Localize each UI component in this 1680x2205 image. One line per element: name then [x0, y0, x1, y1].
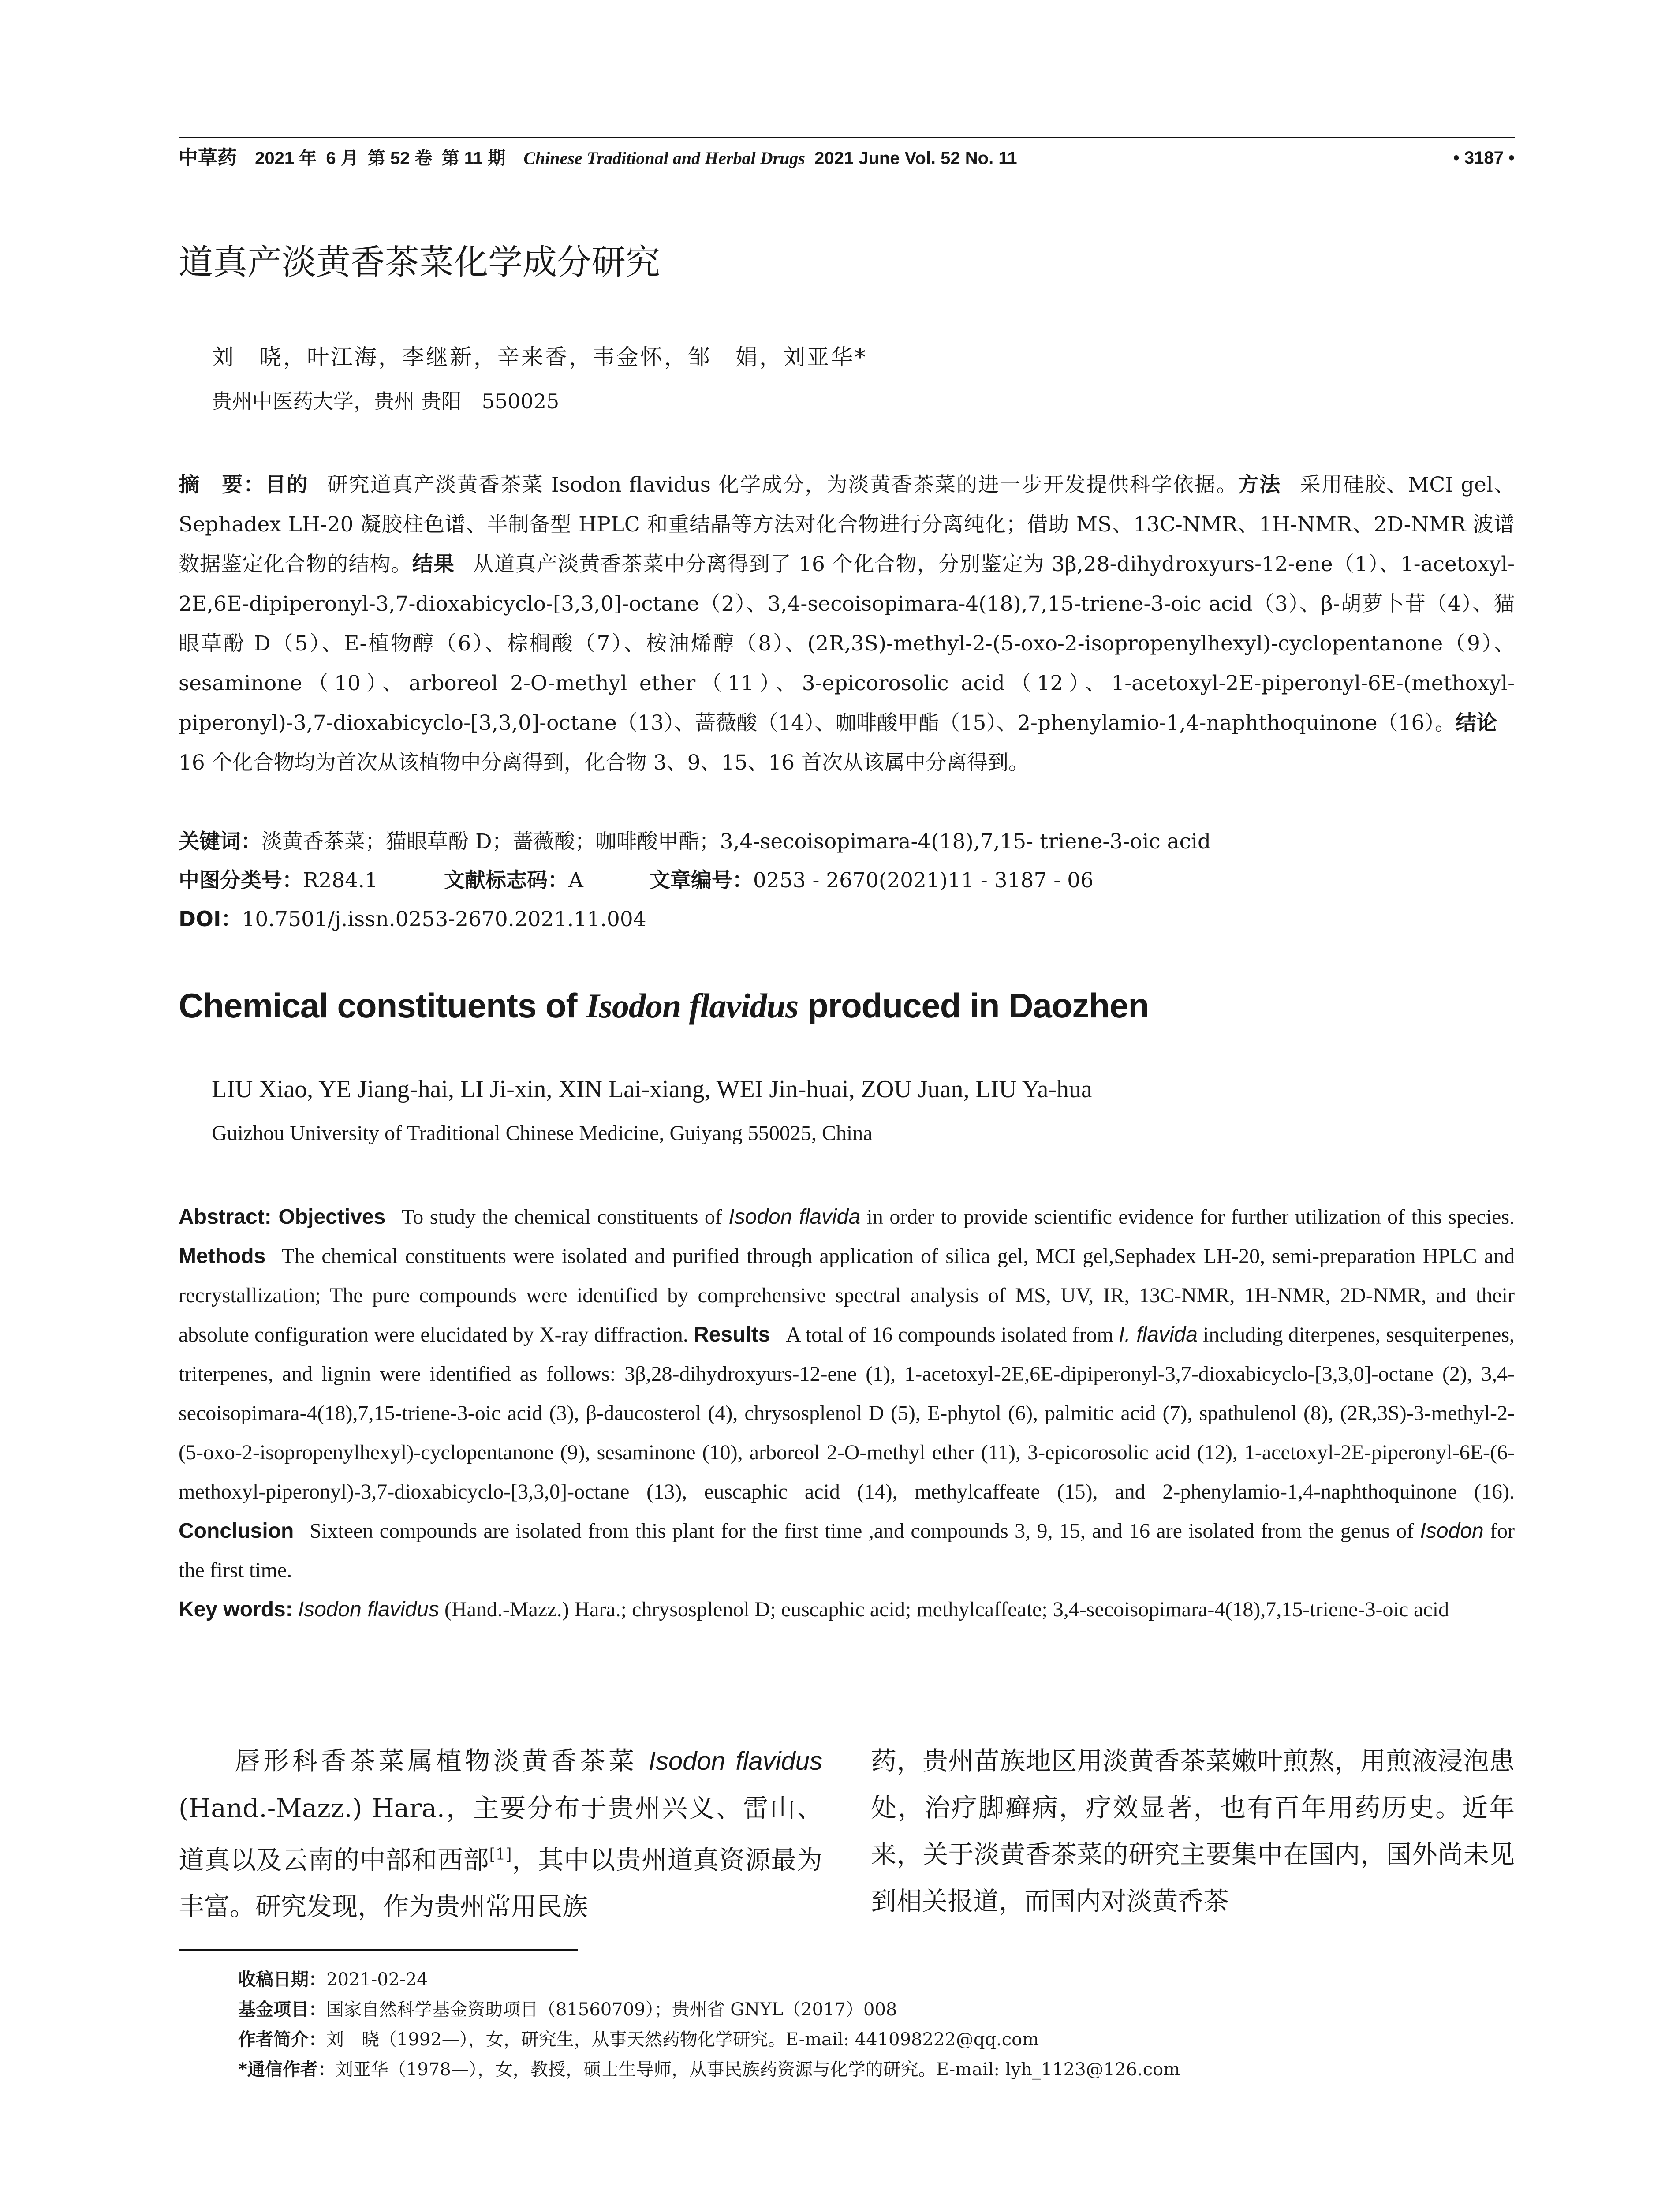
journal-name-en: Chinese Traditional and Herbal Drugs [523, 148, 805, 168]
keywords-en-species: Isodon flavidus [298, 1598, 439, 1621]
received-label: 收稿日期： [238, 1970, 326, 1990]
affiliation-en: Guizhou University of Traditional Chinese Medicine, Guiyang 550025, China [212, 1121, 873, 1145]
conclusion-text-cn: 16 个化合物均为首次从该植物中分离得到，化合物 3、9、15、16 首次从该属中分离得到。 [179, 751, 1030, 775]
issue-volume-cn: 第 52 卷 [367, 149, 433, 168]
doi-value: 10.7501/j.issn.0253-2670.2021.11.004 [242, 907, 646, 931]
clc-label: 中图分类号： [179, 868, 303, 893]
body-left-text-b: (Hand.-Mazz.) Hara.，主要分布于贵州兴义、雷山、道真以及云南的中部和西部 [179, 1793, 822, 1875]
doc-code-value: A [568, 868, 583, 893]
page-number: • 3187 • [1453, 148, 1515, 168]
objectives-text-en-a: To study the chemical constituents of [401, 1205, 729, 1229]
issue-month-cn: 6 月 [326, 149, 358, 168]
results-text-en-a: A total of 16 compounds isolated from [786, 1323, 1119, 1346]
doc-code-label: 文献标志码： [444, 868, 568, 893]
keywords-cn-label: 关键词： [179, 830, 261, 854]
conclusion-text-en-b: for the first time. [179, 1519, 1515, 1582]
methods-text-en: The chemical constituents were isolated and purified through application of silica gel, MCI gel,Sephadex LH-20, semi-preparation HPLC and recrystallization; The pure compounds were identified by comprehensive spectral analysis of MS, UV, IR, 13C-NMR, 1H-NMR, 2D-NMR, and their absolute configuration were elucidated by X-ray diffraction. [179, 1245, 1515, 1346]
reference-marker: [1] [489, 1846, 512, 1864]
footnote-corresponding [238, 2055, 1517, 2085]
author-bio-text: 刘 晓（1992—），女，研究生，从事天然药物化学研究。E-mail: 441098222@qq.com [326, 2029, 1039, 2050]
objectives-text-en-b: in order to provide scientific evidence for further utilization of this species. [860, 1205, 1515, 1229]
issue-year-cn: 2021 年 [255, 149, 317, 168]
corresponding-label: *通信作者： [238, 2059, 336, 2080]
fund-text: 国家自然科学基金资助项目（81560709）；贵州省 GNYL（2017）008 [326, 1999, 897, 2020]
body-left-text-c: ，其中以贵州道真资源最为丰富。研究发现，作为贵州常用民族 [179, 1845, 822, 1922]
issue-en: 2021 June Vol. 52 No. 11 [814, 149, 1017, 168]
title-cn: 道真产淡黄香茶菜化学成分研究 [179, 243, 661, 282]
clc-value: R284.1 [303, 868, 378, 893]
fund-label: 基金项目： [238, 1999, 326, 2020]
doi-label: DOI： [179, 907, 242, 931]
abstract-cn-label: 摘 要： [179, 473, 265, 497]
objective-label-cn: 目的 [265, 473, 309, 497]
received-date: 2021-02-24 [326, 1970, 428, 1990]
abstract-cn [179, 465, 1515, 783]
conclusion-text-en-a: Sixteen compounds are isolated from this plant for the first time ,and compounds 3, 9, 15, and 16 are isolated from the genus of [310, 1519, 1420, 1543]
objective-text-cn: 研究道真产淡黄香茶菜 Isodon flavidus 化学成分，为淡黄香茶菜的进一步开发提供科学依据。 [326, 473, 1238, 497]
keywords-en-label: Key words: [179, 1598, 293, 1621]
title-en-part1: Chemical constituents of [179, 986, 586, 1025]
abstract-en-label: Abstract: Objectives [179, 1205, 386, 1229]
running-header [179, 145, 1515, 171]
affiliation-cn: 贵州中医药大学，贵州 贵阳 550025 [212, 389, 560, 413]
results-text-cn: 从道真产淡黄香茶菜中分离得到了 16 个化合物，分别鉴定为 3β,28-dihydroxyurs-12-ene（1）、1-acetoxyl-2E,6E-dipiperonyl-3,7-dioxabicyclo-[3,3,0]-octane（2）、3,4-secoisopimara-4(18),7,15-triene-3-oic acid（3）、β-胡萝卜苷（4）、猫眼草酚 D（5）、E-植物醇（6）、棕榈酸（7）、桉油烯醇（8）、(2R,3S)-methyl-2-(5-oxo-2-isopropenylhexyl)-cyclopentanone（9）、sesaminone（10）、arboreol 2-O-methyl ether（11）、3-epicorosolic acid（12）、1-acetoxyl-2E-piperonyl-6E-(methoxyl-piperonyl)-3,7-dioxabicyclo-[3,3,0]-octane（13）、蔷薇酸（14）、咖啡酸甲酯（15）、2-phenylamio-1,4-naphthoquinone（16）。 [179, 552, 1515, 735]
title-en [179, 981, 1149, 1030]
footnote-rule [179, 1949, 578, 1951]
footnote-fund [238, 1995, 1517, 2025]
methods-label-cn: 方法 [1238, 473, 1281, 497]
body-column-right [871, 1738, 1515, 1925]
article-id-value: 0253 - 2670(2021)11 - 3187 - 06 [753, 868, 1094, 893]
authors-cn: 刘 晓，叶江海，李继新，辛来香，韦金怀，邹 娟，刘亚华* [212, 344, 867, 370]
issue-number-cn: 第 11 期 [441, 149, 506, 168]
methods-label-en: Methods [179, 1245, 266, 1268]
body-right-text: 药，贵州苗族地区用淡黄香茶菜嫩叶煎熬，用煎液浸泡患处，治疗脚癣病，疗效显著，也有百年用药历史。近年来，关于淡黄香茶菜的研究主要集中在国内，国外尚未见到相关报道，而国内对淡黄香茶 [871, 1746, 1515, 1916]
body-left-species: Isodon flavidus [648, 1747, 822, 1775]
conclusion-label-en: Conclusion [179, 1519, 294, 1543]
results-label-cn: 结果 [412, 552, 455, 576]
corresponding-text: 刘亚华（1978—），女，教授，硕士生导师，从事民族药资源与化学的研究。E-mail: lyh_1123@126.com [335, 2059, 1180, 2080]
body-column-left [179, 1738, 822, 1930]
conclusion-label-cn: 结论 [1455, 711, 1497, 735]
keywords-cn [179, 822, 1515, 861]
objectives-species-en: Isodon flavida [728, 1205, 861, 1229]
results-species-en: I. flavida [1119, 1323, 1198, 1346]
article-id-label: 文章编号： [649, 868, 753, 893]
author-bio-label: 作者简介： [238, 2029, 326, 2050]
classification-row [179, 861, 1515, 900]
footnote-author [238, 2025, 1517, 2055]
article-meta-cn [179, 822, 1515, 939]
methods-text-cn: 采用硅胶、MCI gel、Sephadex LH-20 凝胶柱色谱、半制备型 HPLC 和重结晶等方法对化合物进行分离纯化；借助 MS、13C-NMR、1H-NMR、2D-NMR 波谱数据鉴定化合物的结构。 [179, 473, 1515, 576]
doi-row [179, 900, 1515, 939]
abstract-en [179, 1197, 1515, 1629]
results-label-en: Results [694, 1323, 770, 1346]
results-text-en-b: including diterpenes, sesquiterpenes, triterpenes, and lignin were identified as follows: 3β,28-dihydroxyurs-12-ene (1), 1-acetoxyl-2E,6E-dipiperonyl-3,7-dioxabicyclo-[3,3,0]-octane (2), 3,4-secoisopimara-4(18),7,15-triene-3-oic acid (3), β-daucosterol (4), chrysosplenol D (5), E-phytol (6), palmitic acid (7), spathulenol (8), (2R,3S)-3-methyl-2-(5-oxo-2-isopropenylhexyl)-cyclopentanone (9), sesaminone (10), arboreol 2-O-methyl ether (11), 3-epicorosolic acid (12), 1-acetoxyl-2E-piperonyl-6E-(6-methoxyl-piperonyl)-3,7-dioxabicyclo-[3,3,0]-octane (13), euscaphic acid (14), methylcaffeate (15), and 2-phenylamio-1,4-naphthoquinone (16). [179, 1323, 1515, 1503]
journal-name-cn: 中草药 [179, 146, 237, 169]
title-en-species: Isodon flavidus [586, 987, 799, 1025]
conclusion-genus-en: Isodon [1420, 1519, 1484, 1543]
title-en-part2: produced in Daozhen [798, 986, 1149, 1025]
authors-en: LIU Xiao, YE Jiang-hai, LI Ji-xin, XIN Lai-xiang, WEI Jin-huai, ZOU Juan, LIU Ya-hua [212, 1076, 1092, 1103]
keywords-cn-value: 淡黄香茶菜；猫眼草酚 D；蔷薇酸；咖啡酸甲酯；3,4-secoisopimara-4(18),7,15- triene-3-oic acid [261, 830, 1211, 854]
footnote-received [238, 1965, 1517, 1995]
footnotes [238, 1965, 1517, 2085]
header-left [179, 145, 1022, 172]
header-rule [179, 137, 1515, 138]
keywords-en-value: (Hand.-Mazz.) Hara.; chrysosplenol D; euscaphic acid; methylcaffeate; 3,4-secoisopimara-4(18),7,15-triene-3-oic acid [439, 1598, 1449, 1621]
body-left-text-a: 唇形科香茶菜属植物淡黄香茶菜 [231, 1746, 649, 1776]
